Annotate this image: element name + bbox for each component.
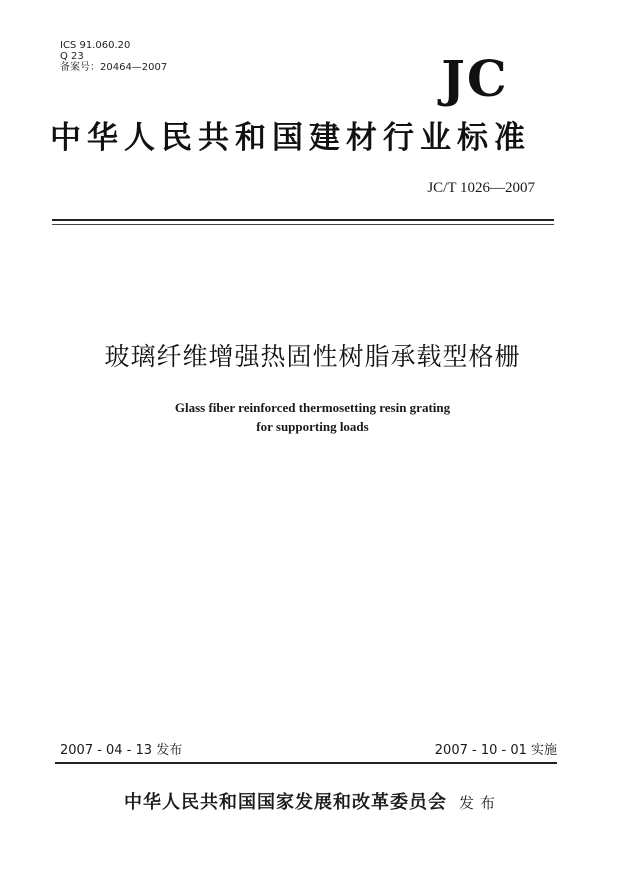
document-title-chinese: 玻璃纤维增强热固性树脂承载型格栅 xyxy=(104,342,521,371)
footer-divider xyxy=(55,762,557,764)
english-title-line-1: Glass fiber reinforced thermosetting resin grating xyxy=(174,400,451,415)
document-title-english xyxy=(60,398,565,436)
issuer-name: 中华人民共和国国家发展和改革委员会 xyxy=(123,792,447,813)
implementation-date: 2007 - 10 - 01 实施 xyxy=(434,743,557,758)
issue-date: 2007 - 04 - 13 发布 xyxy=(60,743,183,758)
issuing-authority xyxy=(40,790,585,816)
standard-code-logo: JC xyxy=(441,49,509,108)
issuer-suffix: 发布 xyxy=(458,794,501,812)
standard-category-title: 中华人民共和国建材行业标准 xyxy=(50,120,531,156)
standard-metadata xyxy=(60,40,167,73)
standard-number: JC/T 1026—2007 xyxy=(427,180,535,196)
english-title-line-2: for supporting loads xyxy=(256,419,369,434)
header-divider-thin xyxy=(52,224,554,225)
ics-code: ICS 91.060.20 xyxy=(60,40,131,51)
record-number: 备案号：20464—2007 xyxy=(60,62,168,73)
classification-code: Q 23 xyxy=(60,51,84,62)
header-divider-thick xyxy=(52,219,554,221)
